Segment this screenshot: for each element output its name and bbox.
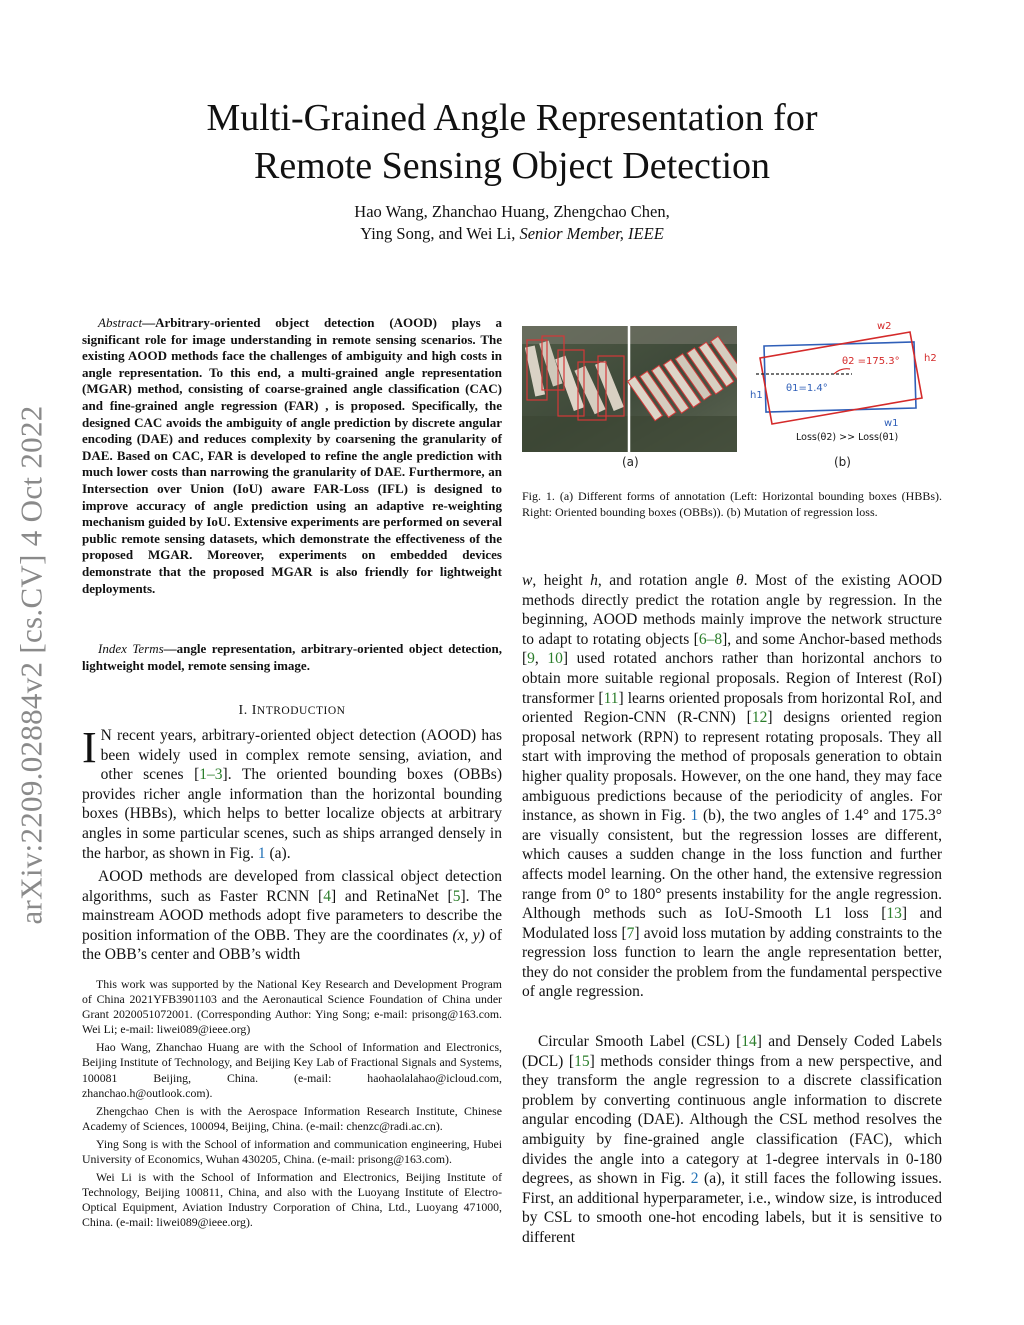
paper-title <box>100 94 924 190</box>
citation-link[interactable]: 4 <box>323 887 331 905</box>
figure-1-caption: Fig. 1. (a) Different forms of annotation (Left: Horizontal bounding boxes (HBBs). Right: Oriented bounding boxes (OBBs)). (b) Mutation of regression loss. <box>522 489 942 519</box>
text-run: N recent years, arbitrary-oriented object detection (AOOD) has been widely used in complex remote sensing, aviation, and other scenes [ <box>100 727 502 784</box>
authors-line-2-names: Ying Song, and Wei Li, <box>360 224 516 243</box>
inline-math: h <box>590 572 598 589</box>
right-paragraph-2 <box>522 1032 942 1248</box>
citation-link[interactable]: 12 <box>751 709 768 727</box>
inline-math: θ <box>736 572 744 589</box>
label-theta2: θ2 =175.3° <box>842 356 900 367</box>
text-run: AOOD methods are developed from classical object detection algorithms, such as Faster RCNN [ <box>82 868 502 905</box>
citation-link[interactable]: 15 <box>574 1052 590 1070</box>
text-run: (b), the two angles of 1.4° and 175.3° are visually consistent, but the regression losses are different, which causes a sudden change in the loss function and further affects model learning. On the other hand, the extensive regression range from 0° to 180° presents instability for the angle regression. Although methods such as IoU-Smooth L1 loss [ <box>522 807 943 923</box>
text-run: ]. The mainstream AOOD methods adopt five parameters to describe the position information of the OBB. They are the coordinates <box>82 887 503 944</box>
footnotes <box>82 977 502 1234</box>
text-run: (a), it still faces the following issues. First, an additional hyperparameter, i.e., window size, is introduced by CSL to smooth one-hot encoding labels, but it is sensitive to different <box>522 1170 942 1246</box>
text-run: ] and Modulated loss [ <box>522 905 943 942</box>
inline-math: w <box>522 572 533 589</box>
citation-link[interactable]: 14 <box>741 1033 757 1050</box>
citation-link[interactable]: 13 <box>886 905 902 923</box>
text-run: Circular Smooth Label (CSL) [ <box>538 1033 742 1050</box>
text-run: , height <box>532 572 591 589</box>
figure-1a-aerial-image <box>522 326 737 452</box>
authors-line-1: Hao Wang, Zhanchao Huang, Zhengchao Chen, <box>354 202 670 221</box>
footnote-affiliation: Zhengchao Chen is with the Aerospace Information Research Institute, Chinese Academy of Sciences, 100094, Beijing, China. (e-mail: chenzc@radi.ac.cn). <box>82 1103 502 1133</box>
label-w2: w2 <box>877 321 892 332</box>
figure-1b-diagram <box>742 316 942 456</box>
section-heading-introduction <box>82 703 502 719</box>
text-run: (a). <box>265 844 291 862</box>
abstract-label: Abstract <box>98 315 143 330</box>
citation-link[interactable]: 5 <box>452 887 461 905</box>
label-w1: w1 <box>884 418 899 429</box>
text-run: ]. The oriented bounding boxes (OBBs) provides richer angle information than the horizontal bounding boxes (HBBs), which helps to better localize objects at arbitrary angles in some particular scenes, such as ships arranged densely in the harbor, as shown in Fig. <box>82 766 502 862</box>
index-terms <box>82 641 502 674</box>
text-run: ] avoid loss mutation by adding constraints to the regression loss function to learn the angle representation better, they do not consider the problem from the fundamental perspective of angle regression. <box>522 924 943 1001</box>
citation-link[interactable]: 7 <box>626 924 635 942</box>
footnote-affiliation: Ying Song is with the School of information and communication engineering, Hubei University of Economics, Wuhan 430205, China. (e-mail: prisong@163.com). <box>82 1136 502 1167</box>
text-run: , and rotation angle <box>597 572 737 589</box>
loss-comparison: Loss(θ2) >> Loss(θ1) <box>796 432 899 443</box>
citation-link[interactable]: 10 <box>547 650 563 668</box>
text-run: ] learns oriented proposals from horizontal RoI, and oriented Region-CNN (R-CNN) [ <box>522 689 942 727</box>
text-run: , <box>534 650 548 668</box>
text-run: ] designs oriented region proposal network (RPN) to represent rotating proposals. They all start with improving the method of proposals generation to obtain higher quality proposals. However, on the one hand, they may face ambiguous predictions because of the periodicity of angles. For instance, as shown in Fig. <box>522 709 943 825</box>
abstract <box>82 315 502 597</box>
text-run: ] and RetinaNet [ <box>330 887 453 905</box>
inline-math: (x, y) <box>452 926 485 944</box>
figure-1a-label: (a) <box>622 455 639 469</box>
text-run: of the OBB’s center and OBB’s width <box>82 926 502 964</box>
section-title-rest: NTRODUCTION <box>256 705 346 717</box>
footnote-affiliation: Hao Wang, Zhanchao Huang are with the School of Information and Electronics, Beijing Institute of Technology, and Beijing Key Lab of Fractional Signals and Systems, 100081 Beijing, China. (e-mail: haohaolalahao@icloud.com, zhanchao.h@outlook.com). <box>82 1040 502 1100</box>
figure-1b-label: (b) <box>834 455 851 469</box>
arxiv-identifier <box>14 365 50 965</box>
intro-paragraph-1 <box>82 723 502 863</box>
citation-link[interactable]: 1–3 <box>199 766 223 784</box>
index-terms-label: Index Terms <box>98 641 164 656</box>
label-h1: h1 <box>750 390 763 401</box>
figure-reference-link[interactable]: 1 <box>257 844 266 862</box>
text-run: ], and some Anchor-based methods [ <box>522 630 942 668</box>
figure-reference-link[interactable]: 2 <box>690 1170 699 1188</box>
arxiv-identifier-text: arXiv:2209.02884v2 [cs.CV] 4 Oct 2022 <box>14 405 49 925</box>
index-terms-text: —angle representation, arbitrary-oriented object detection, lightweight model, remote sensing image. <box>82 641 502 673</box>
abstract-text: —Arbitrary-oriented object detection (AOOD) plays a significant role for image understanding in remote sensing scenarios. The existing AOOD methods face the challenges of ambiguity and high costs in angle representation. To this end, a multi-grained angle representation (MGAR) method, consisting of coarse-grained angle classification (CAC) and fine-grained angle regression (FAR) , is proposed. Specifically, the designed CAC avoids the ambiguity of angle prediction by discrete angular encoding (DAE) and reduces complexity by coarsening the granularity of DAE. Based on CAC, FAR is developed to refine the angle prediction with much lower costs than narrowing the granularity of DAE. Furthermore, an Intersection over Union (IoU) aware FAR-Loss (IFL) is designed to improve accuracy of angle prediction using an adaptive re-weighting mechanism guided by IoU. Extensive experiments are performed on several public remote sensing datasets, which demonstrate the effectiveness of the proposed MGAR. Moreover, experiments on embedded devices demonstrate that the proposed MGAR is also friendly for lightweight deployments. <box>82 315 502 596</box>
label-h2: h2 <box>924 353 937 364</box>
intro-paragraph-2 <box>82 867 502 965</box>
text-run: ] and Densely Coded Labels (DCL) [ <box>522 1033 942 1070</box>
section-number: I. <box>238 703 248 718</box>
authors-line-2 <box>200 223 824 245</box>
author-list <box>200 201 824 245</box>
label-theta1: θ1=1.4° <box>786 383 828 394</box>
author-membership: Senior Member, IEEE <box>519 224 664 243</box>
footnote-affiliation: Wei Li is with the School of Information and Electronics, Beijing Institute of Technology, Beijing 100811, China, and also with the Luoyang Institute of Electro-Optical Equipment, Aviation Industry Corporation of China, Ltd., Luoyang 471000, China. (e-mail: liwei089@ieee.org). <box>82 1170 502 1230</box>
title-line-2: Remote Sensing Object Detection <box>253 145 771 187</box>
text-run: . Most of the existing AOOD methods directly predict the rotation angle by regression. In the beginning, AOOD methods mainly improve the network structure to adapt to rotating objects [ <box>522 572 943 648</box>
footnote-funding: This work was supported by the National Key Research and Development Program of China 2021YFB3901103 and the Aeronautical Science Foundation of China under Grant 2020051072001. (Corresponding Author: Ying Song; e-mail: prisong@163.com. Wei Li; e-mail: liwei089@ieee.org) <box>82 977 502 1037</box>
text-run: ] used rotated anchors rather than horizontal anchors to obtain more suitable regional proposals. Region of Interest (RoI) transformer [ <box>522 650 943 707</box>
section-title-first: I <box>251 703 257 718</box>
citation-link[interactable]: 9 <box>527 650 535 668</box>
right-paragraph-1 <box>522 571 942 1002</box>
text-run: ] methods consider things from a new perspective, and they transform the angle regression to a discrete classification problem by converting continuous angle information to discrete angular encoding (DAE). Although the CSL method resolves the ambiguity by fine-grained angle classification (FAC), which divides the angle into a category at 1-degree intervals in 0-180 degrees, as shown in Fig. <box>522 1052 942 1188</box>
drop-cap: I <box>82 723 97 772</box>
obb-theta1-box <box>764 342 916 412</box>
title-line-1: Multi-Grained Angle Representation for <box>206 97 818 139</box>
citation-link[interactable]: 11 <box>603 689 619 707</box>
citation-link[interactable]: 6–8 <box>698 630 723 648</box>
figure-reference-link[interactable]: 1 <box>690 807 699 825</box>
